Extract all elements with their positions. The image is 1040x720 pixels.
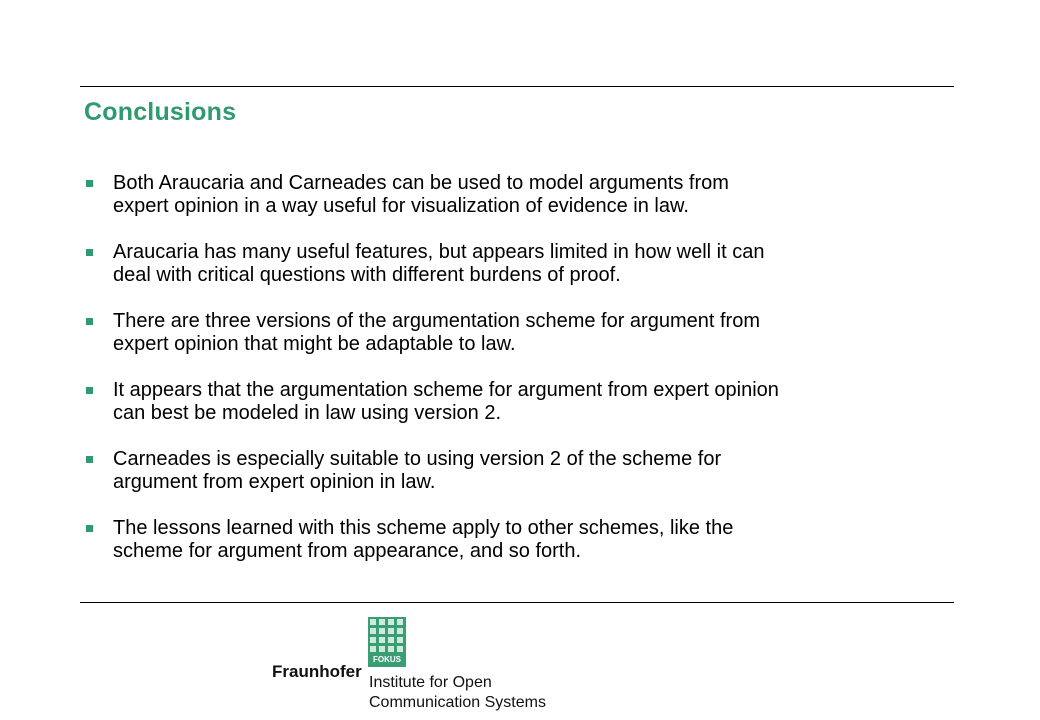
bullet-line: Carneades is especially suitable to using version 2 of the scheme for xyxy=(113,448,722,470)
square-bullet-icon xyxy=(86,249,93,256)
bullet-line: argument from expert opinion in law. xyxy=(113,471,436,493)
slide-title: Conclusions xyxy=(84,98,237,126)
bullet-list xyxy=(84,172,914,586)
bullet-line: The lessons learned with this scheme apply to other schemes, like the xyxy=(113,517,734,539)
bullet-item xyxy=(84,379,914,425)
bullet-line: It appears that the argumentation scheme for argument from expert opinion xyxy=(113,379,779,401)
bullet-line: deal with critical questions with different burdens of proof. xyxy=(113,264,621,286)
fokus-grid-icon xyxy=(368,617,406,655)
square-bullet-icon xyxy=(86,387,93,394)
bullet-item xyxy=(84,241,914,287)
fraunhofer-fokus-logo xyxy=(268,615,548,715)
bullet-line: expert opinion in a way useful for visualization of evidence in law. xyxy=(113,195,689,217)
fokus-label: FOKUS xyxy=(368,653,406,667)
institute-name xyxy=(369,673,546,713)
bullet-line: can best be modeled in law using version 2. xyxy=(113,402,502,424)
bullet-line: There are three versions of the argumentation scheme for argument from xyxy=(113,310,760,332)
institute-line: Communication Systems xyxy=(369,694,546,711)
top-divider xyxy=(80,86,954,87)
square-bullet-icon xyxy=(86,180,93,187)
bullet-item xyxy=(84,448,914,494)
bullet-line: Both Araucaria and Carneades can be used to model arguments from xyxy=(113,172,729,194)
bottom-divider xyxy=(80,602,954,603)
square-bullet-icon xyxy=(86,525,93,532)
square-bullet-icon xyxy=(86,318,93,325)
bullet-line: expert opinion that might be adaptable to law. xyxy=(113,333,516,355)
bullet-item xyxy=(84,517,914,563)
fraunhofer-brand: Fraunhofer xyxy=(272,662,362,681)
bullet-item xyxy=(84,310,914,356)
bullet-line: Araucaria has many useful features, but appears limited in how well it can xyxy=(113,241,765,263)
institute-line: Institute for Open xyxy=(369,674,492,691)
bullet-line: scheme for argument from appearance, and so forth. xyxy=(113,540,582,562)
square-bullet-icon xyxy=(86,456,93,463)
bullet-item xyxy=(84,172,914,218)
